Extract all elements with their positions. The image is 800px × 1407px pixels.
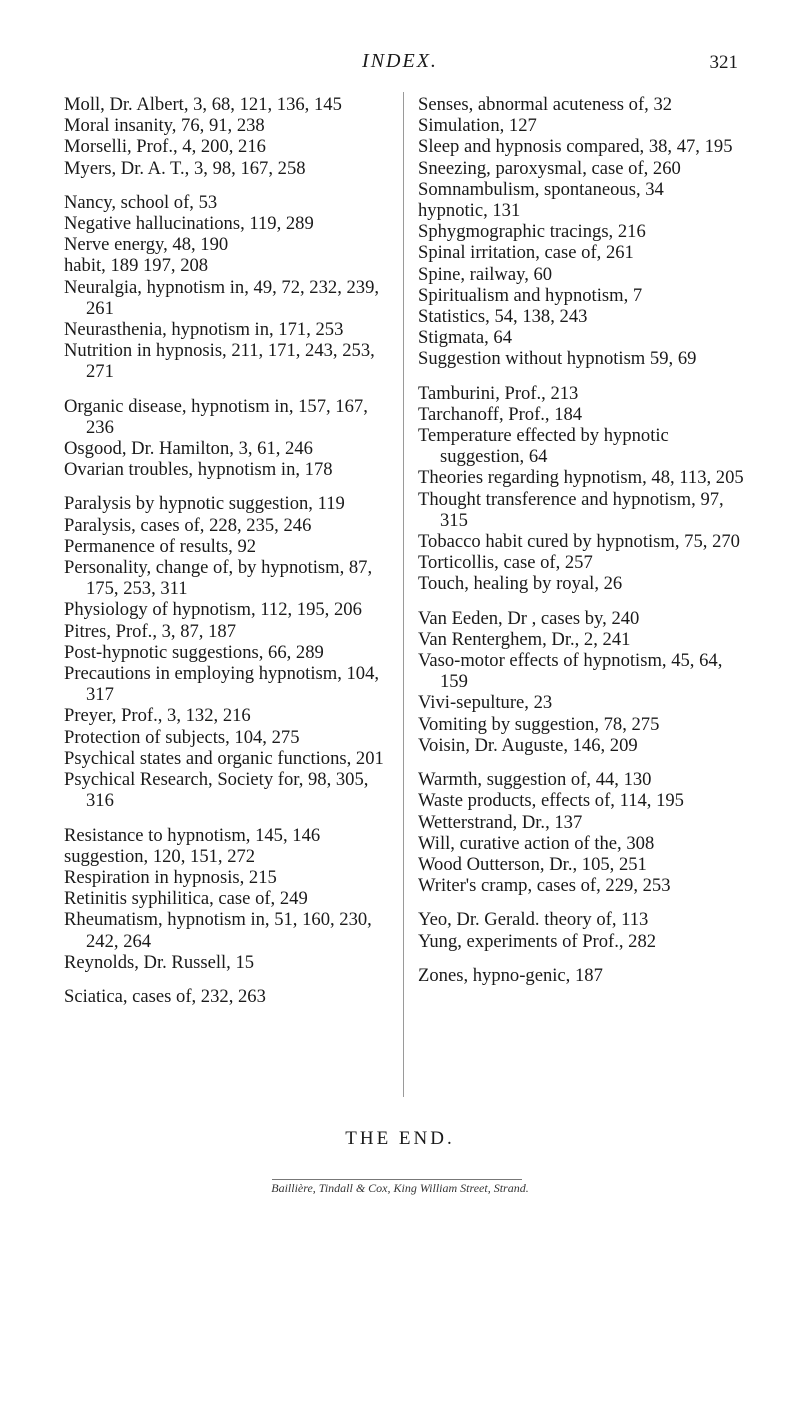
index-entry: Spiritualism and hypnotism, 7 (418, 284, 643, 306)
index-column-left (64, 94, 396, 1007)
index-entry: Sphygmographic tracings, 216 (418, 221, 646, 243)
index-entry: Warmth, suggestion of, 44, 130 (418, 769, 652, 791)
index-entry: Writer's cramp, cases of, 229, 253 (418, 875, 671, 897)
index-entry: Neurasthenia, hypnotism in, 171, 253 (64, 319, 344, 341)
index-entry: Paralysis, cases of, 228, 235, 246 (64, 514, 312, 536)
index-entry: Neuralgia, hypnotism in, 49, 72, 232, 239, 261 (64, 276, 380, 319)
index-column-right (418, 94, 748, 986)
index-entry: Touch, healing by royal, 26 (418, 573, 623, 595)
page-title: INDEX. (362, 50, 438, 72)
index-entry: Vivi-sepulture, 23 (418, 692, 553, 714)
index-entry: hypnotic, 131 (418, 200, 521, 222)
letter-group-gap (64, 480, 396, 493)
index-entry: Physiology of hypnotism, 112, 195, 206 (64, 599, 362, 621)
index-entry: Moral insanity, 76, 91, 238 (64, 115, 265, 137)
letter-group-gap (418, 595, 748, 608)
index-entry: Sciatica, cases of, 232, 263 (64, 985, 266, 1007)
index-entry: Morselli, Prof., 4, 200, 216 (64, 136, 266, 158)
index-entry: Temperature effected by hypnotic suggestion, 64 (418, 425, 669, 468)
index-entry: Ovarian troubles, hypnotism in, 178 (64, 459, 333, 481)
index-entry: Somnambulism, spontaneous, 34 (418, 178, 664, 200)
index-entry: Simulation, 127 (418, 115, 537, 137)
letter-group-gap (418, 952, 748, 965)
index-entry: Moll, Dr. Albert, 3, 68, 121, 136, 145 (64, 94, 342, 115)
index-entry: Protection of subjects, 104, 275 (64, 726, 300, 748)
index-entry: Spine, railway, 60 (418, 263, 553, 285)
index-entry: Tobacco habit cured by hypnotism, 75, 270 (418, 531, 740, 553)
index-entry: Thought transference and hypnotism, 97, 315 (418, 488, 724, 531)
printer-rule (272, 1179, 522, 1180)
index-entry: Voisin, Dr. Auguste, 146, 209 (418, 734, 638, 756)
index-entry: Nancy, school of, 53 (64, 191, 218, 213)
index-entry: Waste products, effects of, 114, 195 (418, 790, 684, 812)
index-entry: Rheumatism, hypnotism in, 51, 160, 230, 242, 264 (64, 909, 372, 952)
index-entry: Post-hypnotic suggestions, 66, 289 (64, 641, 324, 663)
index-entry: Sneezing, paroxysmal, case of, 260 (418, 157, 681, 179)
index-entry: Pitres, Prof., 3, 87, 187 (64, 620, 236, 642)
index-entry: Torticollis, case of, 257 (418, 552, 593, 574)
index-entry: Sleep and hypnosis compared, 38, 47, 195 (418, 136, 733, 158)
index-entry: Van Renterghem, Dr., 2, 241 (418, 628, 631, 650)
index-entry: Wetterstrand, Dr., 137 (418, 811, 583, 833)
column-divider (403, 92, 404, 1097)
index-entry: Psychical Research, Society for, 98, 305, 316 (64, 769, 369, 812)
index-entry: Suggestion without hypnotism 59, 69 (418, 348, 697, 370)
index-entry: Senses, abnormal acuteness of, 32 (418, 94, 673, 115)
index-entry: Osgood, Dr. Hamilton, 3, 61, 246 (64, 438, 313, 460)
index-entry: Paralysis by hypnotic suggestion, 119 (64, 493, 345, 515)
printer-imprint: Baillière, Tindall & Cox, King William Street, Strand. (271, 1181, 529, 1195)
index-entry: Spinal irritation, case of, 261 (418, 242, 634, 264)
index-entry: Tarchanoff, Prof., 184 (418, 403, 583, 425)
index-entry: Respiration in hypnosis, 215 (64, 866, 277, 888)
index-entry: Precautions in employing hypnotism, 104, 317 (64, 663, 380, 706)
index-entry: Resistance to hypnotism, 145, 146 (64, 824, 321, 846)
index-entry: Nutrition in hypnosis, 211, 171, 243, 253, 271 (64, 340, 375, 383)
index-entry: Vaso-motor effects of hypnotism, 45, 64, 159 (418, 650, 723, 693)
letter-group-gap (418, 370, 748, 383)
letter-group-gap (64, 812, 396, 825)
letter-group-gap (64, 973, 396, 986)
index-entry: Yung, experiments of Prof., 282 (418, 930, 657, 952)
index-entry: Will, curative action of the, 308 (418, 832, 655, 854)
index-entry: Negative hallucinations, 119, 289 (64, 213, 314, 235)
index-entry: Preyer, Prof., 3, 132, 216 (64, 705, 251, 727)
index-entry: Yeo, Dr. Gerald. theory of, 113 (418, 909, 649, 931)
index-entry: Stigmata, 64 (418, 327, 512, 349)
letter-group-gap (418, 896, 748, 909)
index-entry: Statistics, 54, 138, 243 (418, 306, 588, 328)
index-entry: Retinitis syphilitica, case of, 249 (64, 888, 308, 910)
index-entry: suggestion, 120, 151, 272 (64, 845, 256, 867)
index-entry: Reynolds, Dr. Russell, 15 (64, 951, 255, 973)
index-entry: Personality, change of, by hypnotism, 87, 175, 253, 311 (64, 557, 373, 600)
index-entry: Tamburini, Prof., 213 (418, 382, 579, 404)
index-entry: Zones, hypno-genic, 187 (418, 964, 603, 986)
index-entry: Psychical states and organic functions, 201 (64, 747, 384, 769)
page-number: 321 (709, 52, 738, 73)
letter-group-gap (418, 756, 748, 769)
index-entry: Vomiting by suggestion, 78, 275 (418, 713, 660, 735)
index-entry: Permanence of results, 92 (64, 535, 257, 557)
index-entry: Myers, Dr. A. T., 3, 98, 167, 258 (64, 157, 306, 179)
letter-group-gap (64, 383, 396, 396)
index-entry: habit, 189 197, 208 (64, 255, 209, 277)
index-entry: Organic disease, hypnotism in, 157, 167, 236 (64, 395, 368, 438)
index-entry: Van Eeden, Dr , cases by, 240 (418, 607, 640, 629)
index-entry: Theories regarding hypnotism, 48, 113, 205 (418, 467, 744, 489)
running-head (0, 50, 800, 80)
end-mark: THE END. (345, 1128, 455, 1149)
index-entry: Wood Outterson, Dr., 105, 251 (418, 853, 647, 875)
letter-group-gap (64, 179, 396, 192)
index-entry: Nerve energy, 48, 190 (64, 234, 229, 256)
